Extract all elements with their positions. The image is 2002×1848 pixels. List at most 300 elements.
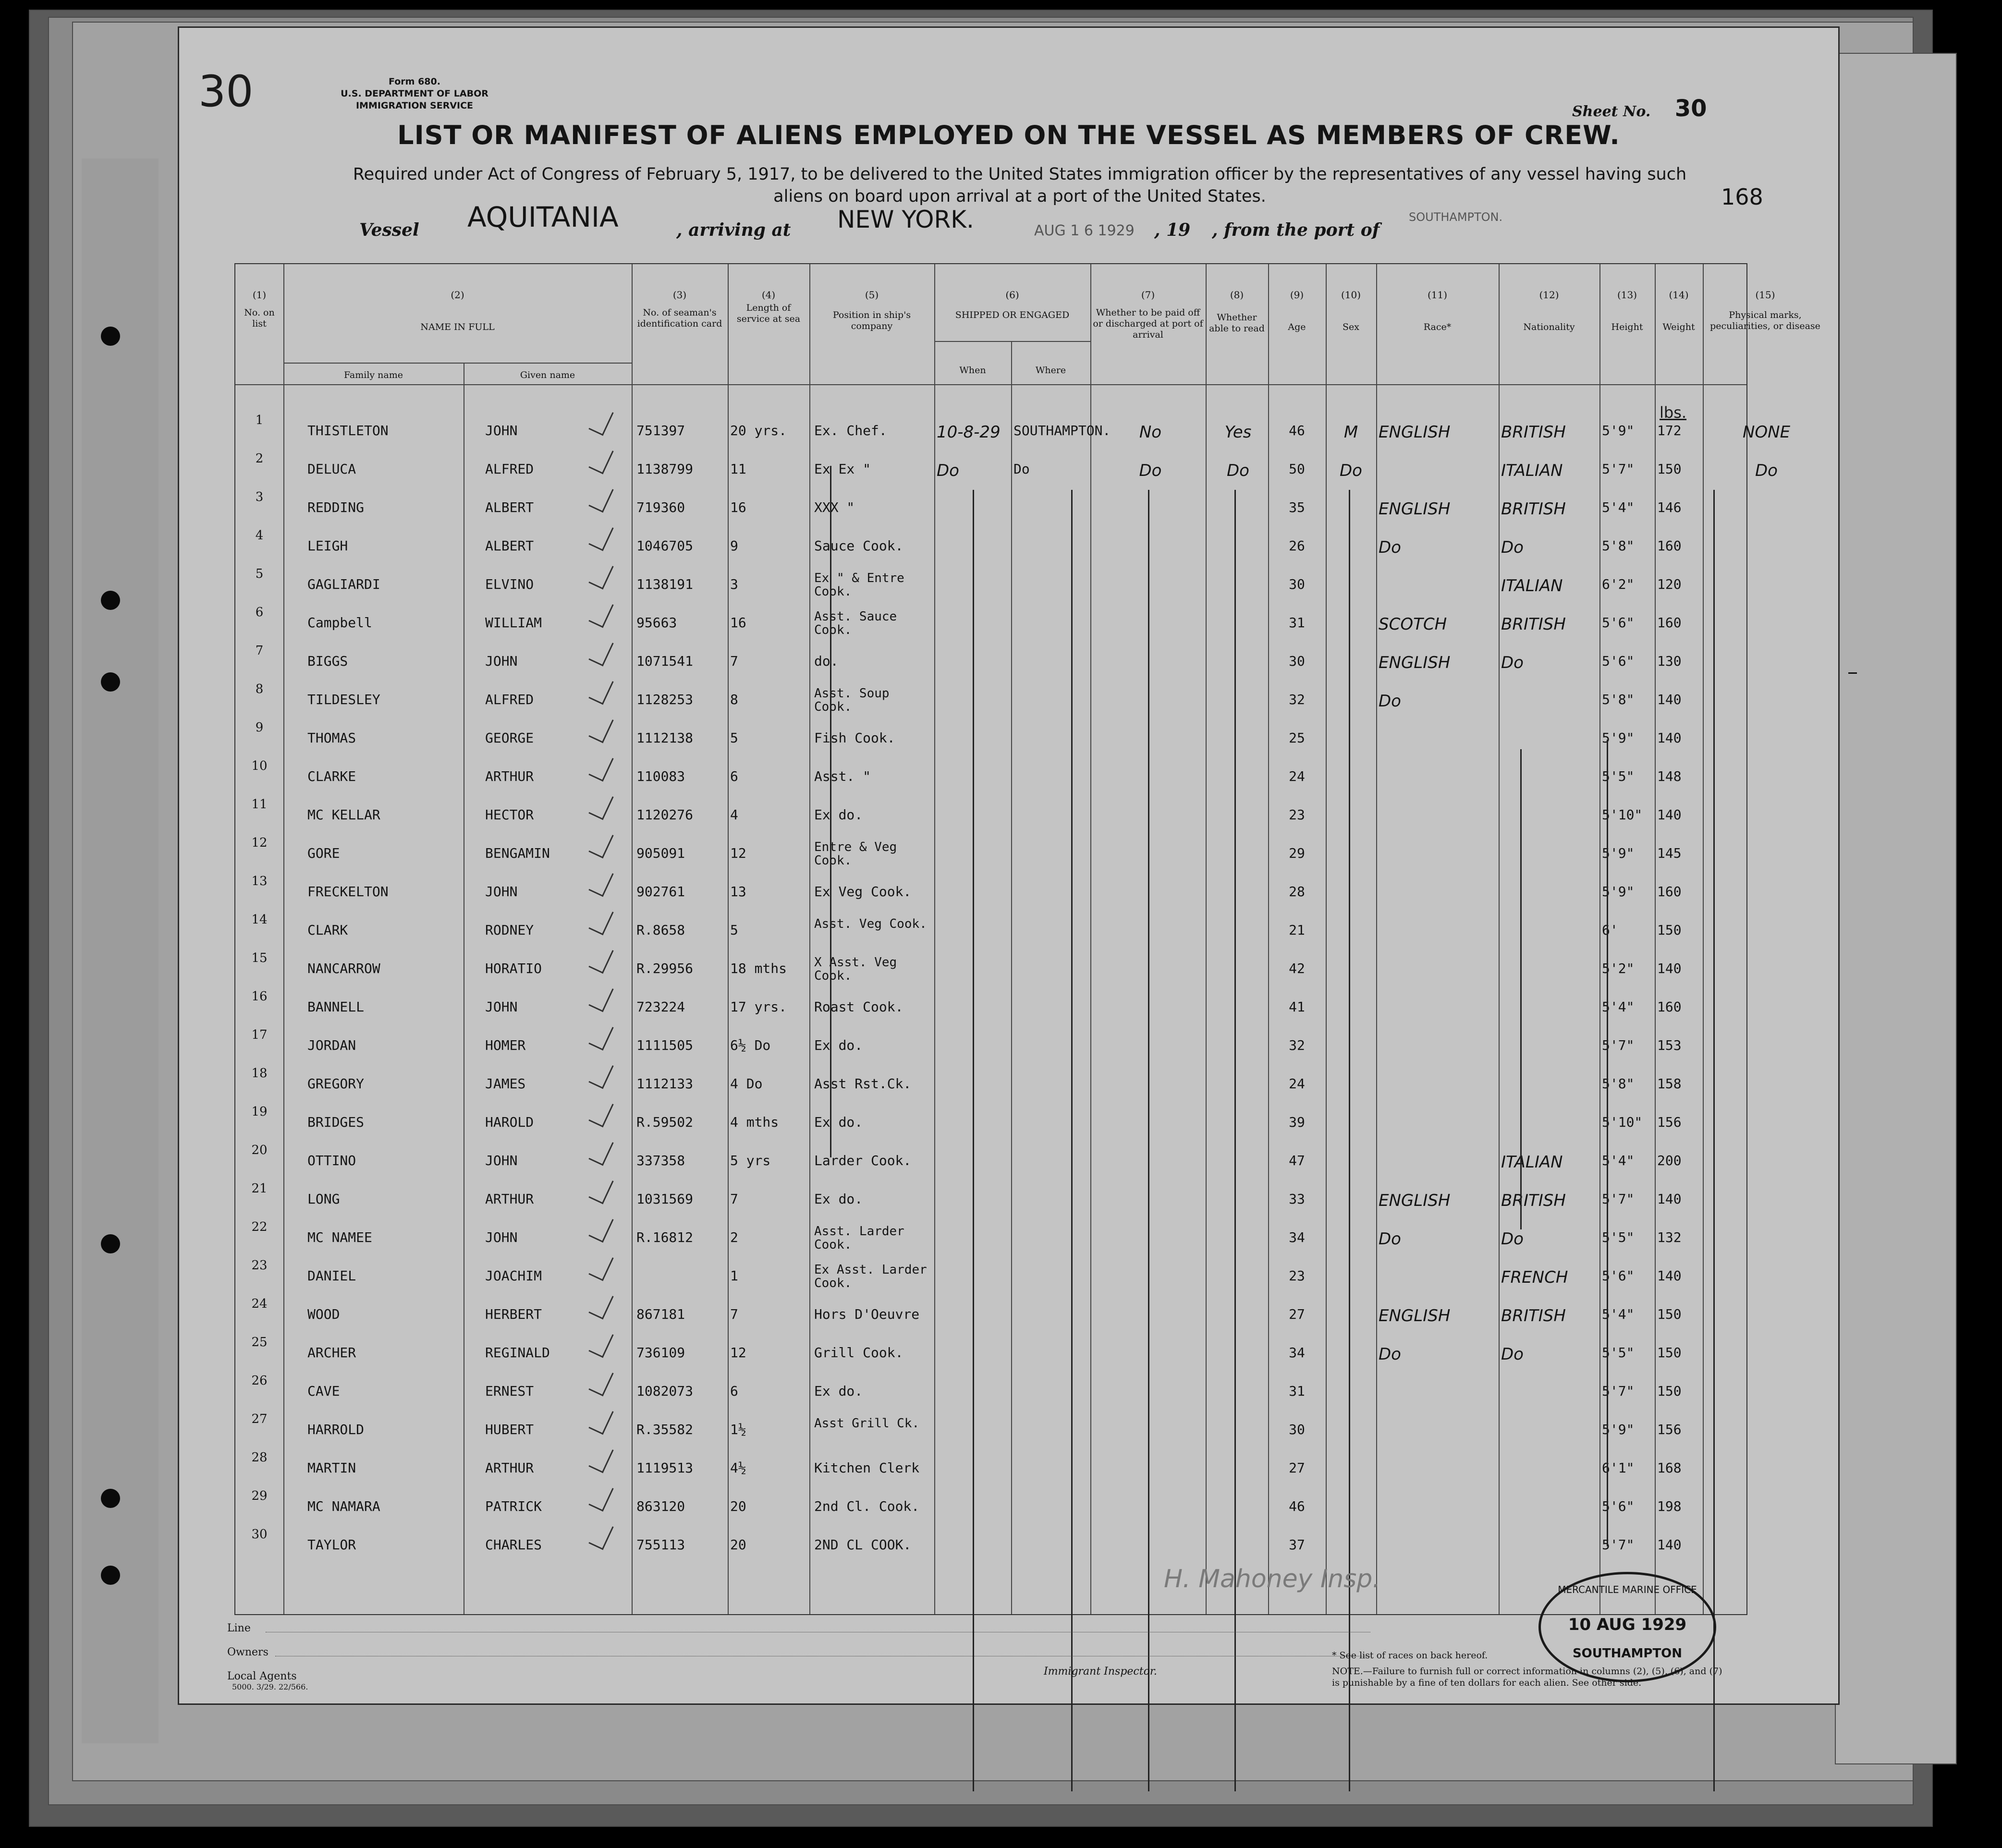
cell-position: Larder Cook.	[814, 1153, 912, 1168]
ditto-line	[973, 490, 974, 1791]
cell-race: Do	[1379, 1229, 1401, 1249]
cell-weight: 150	[1657, 461, 1682, 477]
cell-position: Roast Cook.	[814, 999, 903, 1015]
colnum-5: (5)	[865, 289, 879, 301]
cell-given: ALBERT	[485, 538, 534, 554]
cell-weight: 140	[1657, 1191, 1682, 1207]
colnum-10: (10)	[1341, 289, 1361, 301]
table-row	[235, 413, 1791, 461]
cell-age: 35	[1289, 499, 1305, 515]
margin-mark	[1848, 672, 1857, 674]
cell-no: 15	[251, 951, 268, 965]
cell-service: 5 yrs	[730, 1153, 771, 1168]
cell-family: NANCARROW	[307, 960, 380, 976]
colnum-11: (11)	[1427, 289, 1448, 301]
cell-height: 6'1"	[1602, 1460, 1635, 1476]
cell-height: 5'8"	[1602, 1076, 1635, 1092]
form-department: U.S. DEPARTMENT OF LABOR	[341, 88, 488, 99]
cell-service: 20	[730, 1498, 746, 1514]
colnum-4: (4)	[761, 289, 776, 301]
cell-given: ARTHUR	[485, 1460, 534, 1476]
cell-service: 16	[730, 615, 746, 631]
head-race: Race*	[1423, 322, 1452, 332]
form-service: IMMIGRATION SERVICE	[355, 100, 474, 111]
cell-given: ARTHUR	[485, 1191, 534, 1207]
cell-height: 5'8"	[1602, 538, 1635, 554]
cell-height: 5'8"	[1602, 692, 1635, 707]
ditto-line	[1349, 490, 1350, 1791]
cell-given: ALFRED	[485, 692, 534, 707]
cell-given: ALFRED	[485, 461, 534, 477]
vessel-label: Vessel	[359, 220, 419, 240]
cell-position: Asst. Veg Cook.	[814, 917, 927, 931]
cell-height: 5'5"	[1602, 1345, 1635, 1361]
cell-id: R.8658	[636, 922, 685, 938]
cell-no: 12	[251, 836, 268, 850]
cell-no: 20	[251, 1143, 268, 1157]
cell-given: HECTOR	[485, 807, 534, 823]
head-no-on-list: No. on list	[244, 307, 275, 329]
cell-weight: 160	[1657, 538, 1682, 554]
footer-local-agents: Local Agents	[227, 1670, 297, 1682]
colnum-7: (7)	[1141, 289, 1155, 301]
cell-given: JOACHIM	[485, 1268, 542, 1284]
cell-id: 1111505	[636, 1037, 694, 1053]
weight-unit: lbs.	[1660, 403, 1687, 422]
cell-age: 39	[1289, 1114, 1305, 1130]
head-able-read: Whether able to read	[1209, 312, 1265, 334]
cell-height: 5'10"	[1602, 807, 1643, 823]
cell-nat: ITALIAN	[1501, 461, 1563, 480]
table-row	[235, 528, 1746, 576]
cell-position: X Asst. Veg Cook.	[814, 955, 897, 983]
cell-paid: Do	[1139, 461, 1162, 480]
cell-no: 27	[251, 1412, 268, 1426]
cell-given: JOHN	[485, 1153, 518, 1168]
cell-no: 7	[255, 644, 264, 658]
cell-age: 28	[1289, 884, 1305, 900]
head-physical: Physical marks, peculiarities, or disease	[1710, 310, 1820, 331]
cell-weight: 150	[1657, 1306, 1682, 1322]
cell-age: 46	[1289, 423, 1305, 438]
table-row	[235, 1335, 1746, 1383]
cell-given: JOHN	[485, 653, 518, 669]
cell-family: CLARK	[307, 922, 348, 938]
footer-note: NOTE.—Failure to furnish full or correct information in columns (2), (5), (6), and (7) is punishable by a fine of ten dollars for each alien. See other side.	[1332, 1666, 1722, 1688]
colnum-3: (3)	[672, 289, 687, 301]
sheet-number	[1572, 95, 1707, 122]
cell-no: 25	[251, 1335, 268, 1350]
stamp-date: 10 AUG 1929	[1568, 1615, 1687, 1634]
cell-family: HARROLD	[307, 1422, 365, 1437]
cell-age: 34	[1289, 1345, 1305, 1361]
table-row	[235, 490, 1746, 538]
cell-no: 24	[251, 1297, 268, 1311]
cell-sex: Do	[1340, 461, 1362, 480]
sheet-label: Sheet No.	[1572, 103, 1651, 120]
cell-no: 14	[251, 912, 268, 927]
head-weight: Weight	[1662, 322, 1695, 332]
cell-age: 26	[1289, 538, 1305, 554]
cell-when: 10-8-29	[937, 423, 1001, 442]
cell-family: WOOD	[307, 1306, 340, 1322]
header-rule	[235, 384, 1746, 385]
cell-service: 16	[730, 499, 746, 515]
head-given-name: Given name	[520, 370, 575, 380]
cell-marks: Do	[1755, 461, 1778, 480]
cell-nat: ITALIAN	[1501, 576, 1563, 596]
cell-height: 5'9"	[1602, 884, 1635, 900]
cell-family: MARTIN	[307, 1460, 356, 1476]
head-name-in-full: NAME IN FULL	[420, 322, 495, 332]
cell-no: 1	[255, 413, 264, 427]
cell-service: 1½	[730, 1422, 746, 1437]
cell-family: THISTLETON	[307, 423, 389, 438]
cell-when: Do	[937, 461, 959, 480]
cell-no: 23	[251, 1258, 268, 1273]
cell-given: PATRICK	[485, 1498, 542, 1514]
cell-weight: 153	[1657, 1037, 1682, 1053]
binder-hole	[101, 591, 120, 610]
cell-service: 5	[730, 730, 738, 746]
cell-height: 5'9"	[1602, 1422, 1635, 1437]
cell-given: BENGAMIN	[485, 845, 550, 861]
cell-weight: 158	[1657, 1076, 1682, 1092]
cell-weight: 146	[1657, 499, 1682, 515]
cell-weight: 145	[1657, 845, 1682, 861]
ditto-line	[1148, 490, 1149, 1791]
cell-given: GEORGE	[485, 730, 534, 746]
cell-height: 5'5"	[1602, 1229, 1635, 1245]
cell-weight: 140	[1657, 1537, 1682, 1553]
cell-given: JOHN	[485, 999, 518, 1015]
head-family-name: Family name	[344, 370, 403, 380]
head-height: Height	[1611, 322, 1643, 332]
cell-weight: 156	[1657, 1114, 1682, 1130]
cell-nat: BRITISH	[1501, 615, 1566, 634]
cell-weight: 168	[1657, 1460, 1682, 1476]
cell-service: 20 yrs.	[730, 423, 787, 438]
cell-service: 12	[730, 845, 746, 861]
cell-age: 29	[1289, 845, 1305, 861]
cell-height: 5'7"	[1602, 1191, 1635, 1207]
page-title: LIST OR MANIFEST OF ALIENS EMPLOYED ON THE VESSEL AS MEMBERS OF CREW.	[397, 120, 1620, 150]
cell-race: Do	[1379, 692, 1401, 711]
cell-service: 17 yrs.	[730, 999, 787, 1015]
cell-given: HORATIO	[485, 960, 542, 976]
cell-age: 25	[1289, 730, 1305, 746]
cell-service: 7	[730, 653, 738, 669]
cell-weight: 160	[1657, 615, 1682, 631]
cell-weight: 140	[1657, 807, 1682, 823]
colnum-15: (15)	[1755, 289, 1775, 301]
cell-height: 5'7"	[1602, 1383, 1635, 1399]
cell-id: 337358	[636, 1153, 685, 1168]
vessel-name: AQUITANIA	[467, 201, 619, 233]
cell-given: HUBERT	[485, 1422, 534, 1437]
footer-owners: Owners	[227, 1646, 269, 1658]
cell-family: THOMAS	[307, 730, 356, 746]
cell-position: Asst Rst.Ck.	[814, 1076, 912, 1092]
cell-no: 8	[255, 682, 264, 696]
cell-id: R.35582	[636, 1422, 694, 1437]
form-number: Form 680.	[389, 76, 440, 87]
cell-height: 5'7"	[1602, 1537, 1635, 1553]
cell-position: Asst. Sauce Cook.	[814, 609, 897, 637]
cell-family: ARCHER	[307, 1345, 356, 1361]
cell-family: CLARKE	[307, 768, 356, 784]
cell-id: 867181	[636, 1306, 685, 1322]
cell-weight: 160	[1657, 999, 1682, 1015]
cell-age: 32	[1289, 692, 1305, 707]
cell-given: CHARLES	[485, 1537, 542, 1553]
cell-id: 863120	[636, 1498, 685, 1514]
cell-no: 16	[251, 989, 268, 1004]
binder-hole	[101, 1489, 120, 1508]
ditto-line	[1520, 749, 1522, 1229]
cell-no: 5	[255, 567, 264, 581]
cell-nat: BRITISH	[1501, 499, 1566, 519]
arrival-date-stamp: AUG 1 6 1929	[1034, 222, 1135, 239]
cell-no: 4	[255, 528, 264, 543]
cell-id: 1138191	[636, 576, 694, 592]
cell-weight: 148	[1657, 768, 1682, 784]
cell-weight: 140	[1657, 960, 1682, 976]
head-position: Position in ship's company	[832, 310, 911, 331]
cell-service: 4½	[730, 1460, 746, 1476]
cell-age: 47	[1289, 1153, 1305, 1168]
footer-races-note: * See list of races on back hereof.	[1332, 1650, 1488, 1661]
binder-hole	[101, 327, 120, 346]
cell-weight: 150	[1657, 1383, 1682, 1399]
cell-weight: 172	[1657, 423, 1682, 438]
cell-family: REDDING	[307, 499, 365, 515]
ditto-line	[1713, 490, 1715, 1791]
cell-position: Ex " & Entre Cook.	[814, 571, 904, 599]
table-row	[235, 1450, 1746, 1498]
cell-service: 6½ Do	[730, 1037, 771, 1053]
cell-family: OTTINO	[307, 1153, 356, 1168]
cell-position: Sauce Cook.	[814, 538, 903, 554]
cell-family: MC NAMEE	[307, 1229, 372, 1245]
cell-weight: 150	[1657, 922, 1682, 938]
cell-given: HAROLD	[485, 1114, 534, 1130]
cell-service: 8	[730, 692, 738, 707]
cell-weight: 160	[1657, 884, 1682, 900]
cell-family: TILDESLEY	[307, 692, 380, 707]
cell-service: 13	[730, 884, 746, 900]
table-row	[235, 451, 1778, 499]
cell-race: Do	[1379, 1345, 1401, 1364]
binder-hole	[101, 1566, 120, 1585]
cell-nat: BRITISH	[1501, 1191, 1566, 1210]
cell-age: 32	[1289, 1037, 1305, 1053]
cell-no: 18	[251, 1066, 268, 1081]
cell-family: GORE	[307, 845, 340, 861]
cell-nat: Do	[1501, 1345, 1524, 1364]
cell-race: ENGLISH	[1379, 1191, 1451, 1210]
cell-position: Ex do.	[814, 807, 863, 823]
cell-given: ELVINO	[485, 576, 534, 592]
cell-given: ERNEST	[485, 1383, 534, 1399]
cell-nat: FRENCH	[1501, 1268, 1568, 1287]
cell-family: GAGLIARDI	[307, 576, 380, 592]
table-row	[235, 682, 1746, 730]
cell-position: Ex. Chef.	[814, 423, 887, 438]
ditto-line	[1234, 490, 1236, 1791]
cell-no: 9	[255, 720, 264, 735]
year-label: , 19	[1154, 220, 1191, 240]
cell-id: 1031569	[636, 1191, 694, 1207]
cell-age: 21	[1289, 922, 1305, 938]
cell-position: Ex Ex "	[814, 461, 871, 477]
head-sex: Sex	[1343, 322, 1359, 332]
cell-position: Ex do.	[814, 1383, 863, 1399]
manifest-table	[234, 263, 1820, 1615]
cell-weight: 140	[1657, 730, 1682, 746]
head-age: Age	[1288, 322, 1306, 332]
cell-height: 5'4"	[1602, 1153, 1635, 1168]
requirement-text: Required under Act of Congress of February 5, 1917, to be delivered to the United States immigration officer by the representatives of any vessel having such aliens on board upon arrival at a port of the United States.	[353, 165, 1687, 206]
cell-race: ENGLISH	[1379, 423, 1451, 442]
cell-id: 1082073	[636, 1383, 694, 1399]
cell-height: 6'	[1602, 922, 1618, 938]
cell-marks: NONE	[1742, 423, 1791, 442]
cell-height: 5'7"	[1602, 461, 1635, 477]
cell-where: Do	[1013, 461, 1030, 477]
cell-service: 6	[730, 1383, 738, 1399]
cell-height: 5'6"	[1602, 653, 1635, 669]
cell-sex: M	[1343, 423, 1358, 442]
cell-age: 42	[1289, 960, 1305, 976]
cell-no: 29	[251, 1489, 268, 1503]
underlying-page	[1835, 53, 1957, 1764]
table-row	[235, 567, 1746, 615]
cell-id: 1046705	[636, 538, 694, 554]
cell-paid: No	[1139, 423, 1162, 442]
cell-id: 755113	[636, 1537, 685, 1553]
cell-family: LONG	[307, 1191, 340, 1207]
cell-given: RODNEY	[485, 922, 534, 938]
cell-service: 11	[730, 461, 746, 477]
cell-no: 3	[255, 490, 264, 504]
cell-given: REGINALD	[485, 1345, 550, 1361]
cell-height: 5'9"	[1602, 845, 1635, 861]
table-row	[235, 1489, 1746, 1537]
cell-age: 33	[1289, 1191, 1305, 1207]
cell-id: 751397	[636, 423, 685, 438]
reference-number: 168	[1721, 184, 1763, 210]
cell-family: CAVE	[307, 1383, 340, 1399]
cell-id: 1071541	[636, 653, 694, 669]
cell-position: Ex do.	[814, 1037, 863, 1053]
head-nationality: Nationality	[1523, 322, 1575, 332]
cell-service: 7	[730, 1191, 738, 1207]
stamp-top-text: MERCANTILE MARINE OFFICE	[1558, 1584, 1697, 1595]
cell-no: 19	[251, 1105, 268, 1119]
cell-age: 24	[1289, 768, 1305, 784]
cell-no: 13	[251, 874, 268, 888]
from-port-label: , from the port of	[1212, 220, 1380, 240]
cell-height: 5'9"	[1602, 423, 1635, 438]
cell-read: Do	[1227, 461, 1249, 480]
cell-race: ENGLISH	[1379, 653, 1451, 672]
cell-position: 2nd Cl. Cook.	[814, 1498, 920, 1514]
cell-given: ALBERT	[485, 499, 534, 515]
cell-age: 30	[1289, 576, 1305, 592]
cell-no: 30	[251, 1527, 268, 1542]
cell-weight: 198	[1657, 1498, 1682, 1514]
sheet-value: 30	[1674, 95, 1707, 122]
cell-no: 17	[251, 1028, 268, 1042]
cell-given: WILLIAM	[485, 615, 542, 631]
cell-service: 4	[730, 807, 738, 823]
cell-age: 31	[1289, 1383, 1305, 1399]
cell-weight: 200	[1657, 1153, 1682, 1168]
cell-id: 1112133	[636, 1076, 694, 1092]
cell-nat: Do	[1501, 1229, 1524, 1249]
colnum-9: (9)	[1290, 289, 1304, 301]
cell-age: 46	[1289, 1498, 1305, 1514]
cell-position: Ex Veg Cook.	[814, 884, 912, 900]
cell-position: Ex do.	[814, 1114, 863, 1130]
colnum-1: (1)	[252, 289, 267, 301]
footer-line: Line	[227, 1622, 251, 1634]
head-paid-off: Whether to be paid off or discharged at port of arrival	[1093, 307, 1203, 340]
cell-service: 18 mths	[730, 960, 787, 976]
footer-inspector: Immigrant Inspector.	[1044, 1666, 1157, 1678]
cell-race: ENGLISH	[1379, 1306, 1451, 1325]
cell-race: Do	[1379, 538, 1401, 557]
cell-position: Hors D'Oeuvre	[814, 1306, 920, 1322]
cell-position: Asst. "	[814, 768, 871, 784]
cell-family: BRIDGES	[307, 1114, 365, 1130]
cell-nat: ITALIAN	[1501, 1153, 1563, 1172]
cell-position: Kitchen Clerk	[814, 1460, 920, 1476]
cell-service: 4 Do	[730, 1076, 763, 1092]
cell-id: R.29956	[636, 960, 694, 976]
cell-family: LEIGH	[307, 538, 348, 554]
cell-id: 719360	[636, 499, 685, 515]
cell-no: 26	[251, 1374, 268, 1388]
cell-height: 5'6"	[1602, 615, 1635, 631]
cell-given: JOHN	[485, 884, 518, 900]
cell-age: 27	[1289, 1306, 1305, 1322]
table-row	[235, 1527, 1746, 1575]
binder-hole	[101, 672, 120, 692]
cell-age: 37	[1289, 1537, 1305, 1553]
cell-height: 5'5"	[1602, 768, 1635, 784]
cell-age: 30	[1289, 1422, 1305, 1437]
colnum-13: (13)	[1617, 289, 1637, 301]
cell-id: 736109	[636, 1345, 685, 1361]
cell-height: 5'6"	[1602, 1498, 1635, 1514]
cell-service: 6	[730, 768, 738, 784]
cell-height: 5'7"	[1602, 1037, 1635, 1053]
cell-age: 23	[1289, 1268, 1305, 1284]
cell-family: FRECKELTON	[307, 884, 389, 900]
cell-weight: 156	[1657, 1422, 1682, 1437]
cell-position: Fish Cook.	[814, 730, 895, 746]
cell-no: 28	[251, 1450, 268, 1465]
cell-no: 11	[251, 797, 268, 812]
cell-family: MC KELLAR	[307, 807, 380, 823]
table-row	[235, 1258, 1746, 1306]
cell-service: 9	[730, 538, 738, 554]
cell-position: Asst Grill Ck.	[814, 1416, 920, 1431]
cell-no: 10	[251, 759, 268, 773]
head-length-service: Length of service at sea	[736, 303, 801, 324]
